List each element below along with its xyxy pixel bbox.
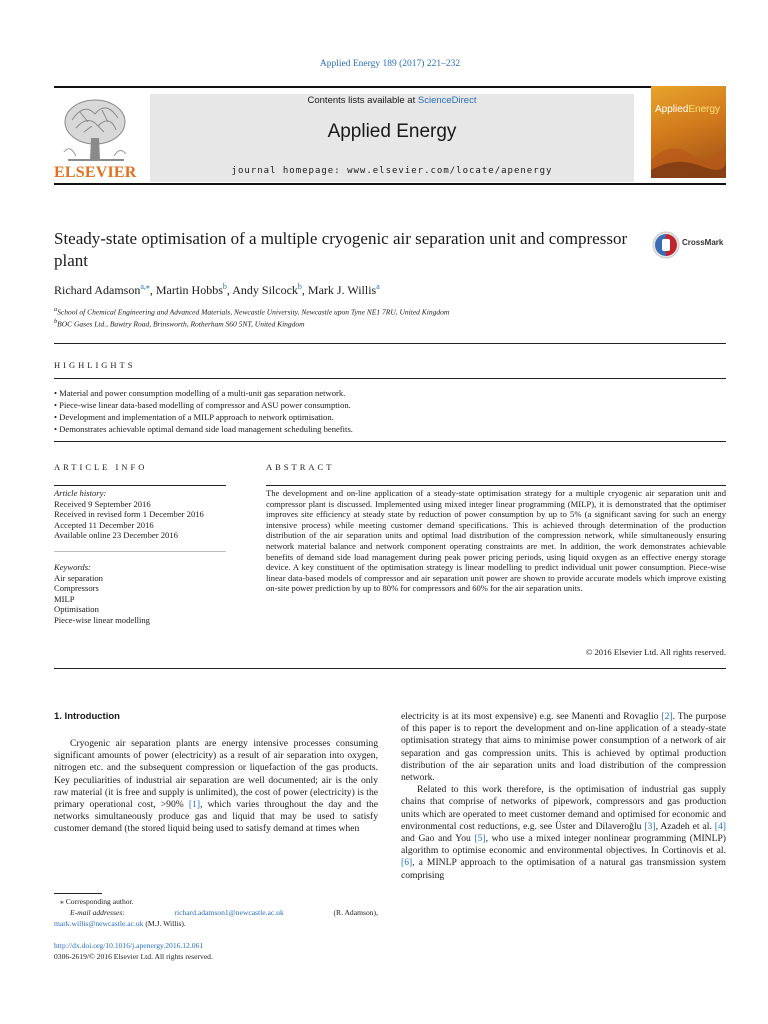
author[interactable] bbox=[156, 283, 227, 297]
crossmark-label[interactable]: CrossMark bbox=[682, 238, 724, 247]
abstract-heading: ABSTRACT bbox=[266, 462, 335, 472]
article-title: Steady-state optimisation of a multiple cryogenic air separation unit and compressor plant bbox=[54, 229, 628, 270]
highlight-item: • Demonstrates achievable optimal demand side load management scheduling benefits. bbox=[54, 424, 353, 434]
author-affiliation-mark[interactable]: a bbox=[376, 282, 380, 291]
author-name: Andy Silcock bbox=[232, 283, 298, 297]
issn-copyright: 0306-2619/© 2016 Elsevier Ltd. All rights reserved. bbox=[54, 952, 213, 961]
history-label: Article history: bbox=[54, 488, 107, 498]
highlight-text: Demonstrates achievable optimal demand side load management scheduling benefits. bbox=[59, 424, 353, 434]
author-list bbox=[54, 282, 380, 298]
intro-text: . The purpose of this paper is to report the development and on-line application of a steady-state optimisation strategy that aims to minimise power consumption of a network of air separation and gas compression units. This is achieved by optimal production distribution of the air separation units and load distribution of the compression network. bbox=[401, 711, 727, 784]
cover-title-applied: Applied bbox=[655, 104, 689, 115]
author-name: Mark J. Willis bbox=[307, 283, 377, 297]
intro-paragraph bbox=[401, 784, 726, 882]
author-separator: , bbox=[226, 283, 233, 297]
intro-text: Related to this work therefore, is the optimisation of industrial gas supply chains that comprise of networks of pipework, compressors and gas production units which are operated to meet customer demand and optimised for economic and environmental cost reductions, e.g. see Üster and Dilaveroğlu bbox=[401, 784, 726, 832]
abstract-copyright: © 2016 Elsevier Ltd. All rights reserved. bbox=[585, 647, 726, 657]
keyword: MILP bbox=[54, 593, 75, 604]
highlight-text: Development and implementation of a MILP approach to network optimisation. bbox=[59, 412, 334, 422]
intro-text: Cryogenic air separation plants are energy intensive processes consuming significant amounts of power (electricity) as a result of air separation into oxygen, nitrogen etc. and the subsequent compression or liquefaction of the gas products. Key peculiarities of industrial air separation are well documented; air is the only raw material (it is free and supply is unlimited), the cost of power (electricity) is the primary operational cost, >90% bbox=[54, 738, 378, 811]
intro-heading: 1. Introduction bbox=[54, 711, 120, 722]
author-separator: , bbox=[301, 283, 308, 297]
intro-text: , who use a mixed integer nonlinear programming (MINLP) algorithm to optimise economic and environmental objectives. In Cortinovis et al. bbox=[401, 833, 726, 857]
article-info bbox=[54, 488, 226, 626]
history-accepted: Accepted 11 December 2016 bbox=[54, 519, 154, 530]
author-affiliation-mark[interactable]: a,⁎ bbox=[140, 282, 150, 291]
highlight-text: Piece-wise linear data-based modelling of compressor and ASU power consumption. bbox=[59, 400, 351, 410]
intro-right-column bbox=[401, 711, 726, 882]
highlight-item: • Development and implementation of a MILP approach to network optimisation. bbox=[54, 412, 334, 422]
cover-artwork bbox=[651, 120, 726, 178]
cover-title-energy: Energy bbox=[688, 104, 721, 115]
section-rule bbox=[54, 343, 726, 344]
abstract-bottom-rule bbox=[54, 668, 726, 669]
intro-paragraph bbox=[54, 738, 378, 836]
intro-left-column bbox=[54, 738, 378, 836]
contents-line bbox=[150, 95, 634, 106]
affiliation-mark: a bbox=[54, 306, 58, 313]
author[interactable] bbox=[54, 283, 150, 297]
affiliation bbox=[54, 306, 449, 317]
keyword: Compressors bbox=[54, 583, 99, 594]
journal-title: Applied Energy bbox=[327, 121, 457, 142]
affiliation-mark: b bbox=[54, 318, 58, 325]
article-info-rule bbox=[54, 485, 226, 486]
journal-citation[interactable]: Applied Energy 189 (2017) 221–232 bbox=[319, 59, 461, 69]
reference-link[interactable]: [2] bbox=[661, 711, 673, 722]
keyword: Air separation bbox=[54, 572, 103, 583]
author-affiliation-mark[interactable]: b bbox=[297, 282, 302, 291]
affiliation bbox=[54, 318, 305, 329]
email-link[interactable]: mark.willis@newcastle.ac.uk bbox=[54, 919, 144, 928]
sciencedirect-link[interactable]: ScienceDirect bbox=[417, 95, 477, 106]
email-owner: (R. Adamson), bbox=[333, 908, 378, 917]
highlight-item: • Material and power consumption modelling of a multi-unit gas separation network. bbox=[54, 388, 346, 398]
header-bottom-rule bbox=[54, 183, 726, 185]
keywords-label: Keywords: bbox=[54, 561, 91, 572]
author[interactable] bbox=[232, 283, 302, 297]
history-online: Available online 23 December 2016 bbox=[54, 530, 178, 541]
reference-link[interactable]: [5] bbox=[474, 833, 486, 845]
email-row bbox=[54, 907, 378, 918]
highlight-text: Material and power consumption modelling of a multi-unit gas separation network. bbox=[59, 388, 346, 398]
reference-link[interactable]: [1] bbox=[188, 799, 201, 811]
highlights-bottom-rule bbox=[54, 441, 726, 442]
abstract-text: The development and on-line application of a steady-state optimisation strategy for a multiple cryogenic air separation unit and compressor plant is discussed. Implemented using mixed integer linear programming (MILP), it is demonstrated that the optimiser improves site efficiency at steady state by reduction of power consumption by up to 5% (a significant saving for such an energy intensive process) while meeting customer demand specifications. This is achieved through determination of the production distribution of the air separation units and optimal load distribution of the compression network, while simultaneously ensuring network material balance and network component operating constraints are met. In addition, the work demonstrates achievable benefits of demand side load management during peak power pricing periods, using liquid oxygen as an effective energy storage device. A key constituent of the optimisation strategy is linear modelling to predict individual unit power consumption. Piece-wise linear data-based models of compressor and air separation unit power are shown to provide accurate models which improve existing on-site power prediction by up to 80% for compressors and 60% for the air separation units. bbox=[266, 488, 726, 594]
doi-link[interactable]: http://dx.doi.org/10.1016/j.apenergy.2016.12.061 bbox=[54, 941, 204, 950]
abstract-rule bbox=[266, 485, 726, 486]
intro-text: and Gao and You bbox=[401, 833, 475, 845]
keyword: Piece-wise linear modelling bbox=[54, 614, 150, 625]
article-info-divider bbox=[54, 541, 226, 552]
history-received: Received 9 September 2016 bbox=[54, 498, 151, 509]
author-affiliation-mark[interactable]: b bbox=[222, 282, 227, 291]
author-name: Richard Adamson bbox=[54, 283, 141, 297]
email-label: E-mail addresses: bbox=[70, 908, 125, 917]
contents-prefix: Contents lists available at bbox=[307, 95, 418, 106]
highlights-rule bbox=[54, 378, 726, 379]
footnote bbox=[54, 896, 378, 929]
author[interactable] bbox=[308, 283, 380, 297]
keyword: Optimisation bbox=[54, 604, 99, 615]
highlight-item: • Piece-wise linear data-based modelling of compressor and ASU power consumption. bbox=[54, 400, 351, 410]
affiliation-text: BOC Gases Ltd., Bawtry Road, Brinsworth, Rotherham S60 5NT, United Kingdom bbox=[57, 319, 305, 329]
reference-link[interactable]: [3] bbox=[644, 820, 656, 832]
author-separator: , bbox=[149, 283, 156, 297]
intro-text: , a MINLP approach to the optimisation of a natural gas transmission system comprising bbox=[401, 857, 726, 881]
reference-link[interactable]: [6] bbox=[401, 857, 413, 869]
reference-link[interactable]: [4] bbox=[714, 820, 726, 832]
journal-homepage[interactable]: journal homepage: www.elsevier.com/locate/apenergy bbox=[231, 166, 553, 176]
author-name: Martin Hobbs bbox=[155, 283, 223, 297]
email-link[interactable]: richard.adamson1@newcastle.ac.uk bbox=[174, 908, 284, 917]
article-info-heading: ARTICLE INFO bbox=[54, 462, 148, 472]
intro-text: , Azadeh et al. bbox=[655, 820, 715, 832]
footnote-rule bbox=[54, 893, 102, 894]
header-top-rule bbox=[54, 86, 726, 88]
history-revised: Received in revised form 1 December 2016 bbox=[54, 509, 204, 520]
email-row bbox=[54, 918, 378, 929]
cover-title bbox=[655, 104, 720, 115]
intro-paragraph bbox=[401, 711, 726, 784]
elsevier-wordmark: ELSEVIER bbox=[54, 164, 137, 181]
intro-text: , which varies throughout the day and the networks simultaneously produce gas and liquid that may be used to satisfy customer demand (the stored liquid being used to satisfy demand at times when bbox=[54, 799, 379, 835]
email-owner: (M.J. Willis). bbox=[143, 919, 186, 928]
affiliation-text: School of Chemical Engineering and Advanced Materials, Newcastle University, Newcastle upon Tyne NE1 7RU, United Kingdom bbox=[57, 307, 450, 317]
highlights-heading: HIGHLIGHTS bbox=[54, 360, 136, 370]
journal-cover-thumbnail[interactable] bbox=[651, 86, 726, 178]
intro-text: electricity is at its most expensive) e.g. see Manenti and Rovaglio bbox=[401, 711, 662, 722]
corresponding-author-note: ⁎ Corresponding author. bbox=[60, 897, 134, 906]
